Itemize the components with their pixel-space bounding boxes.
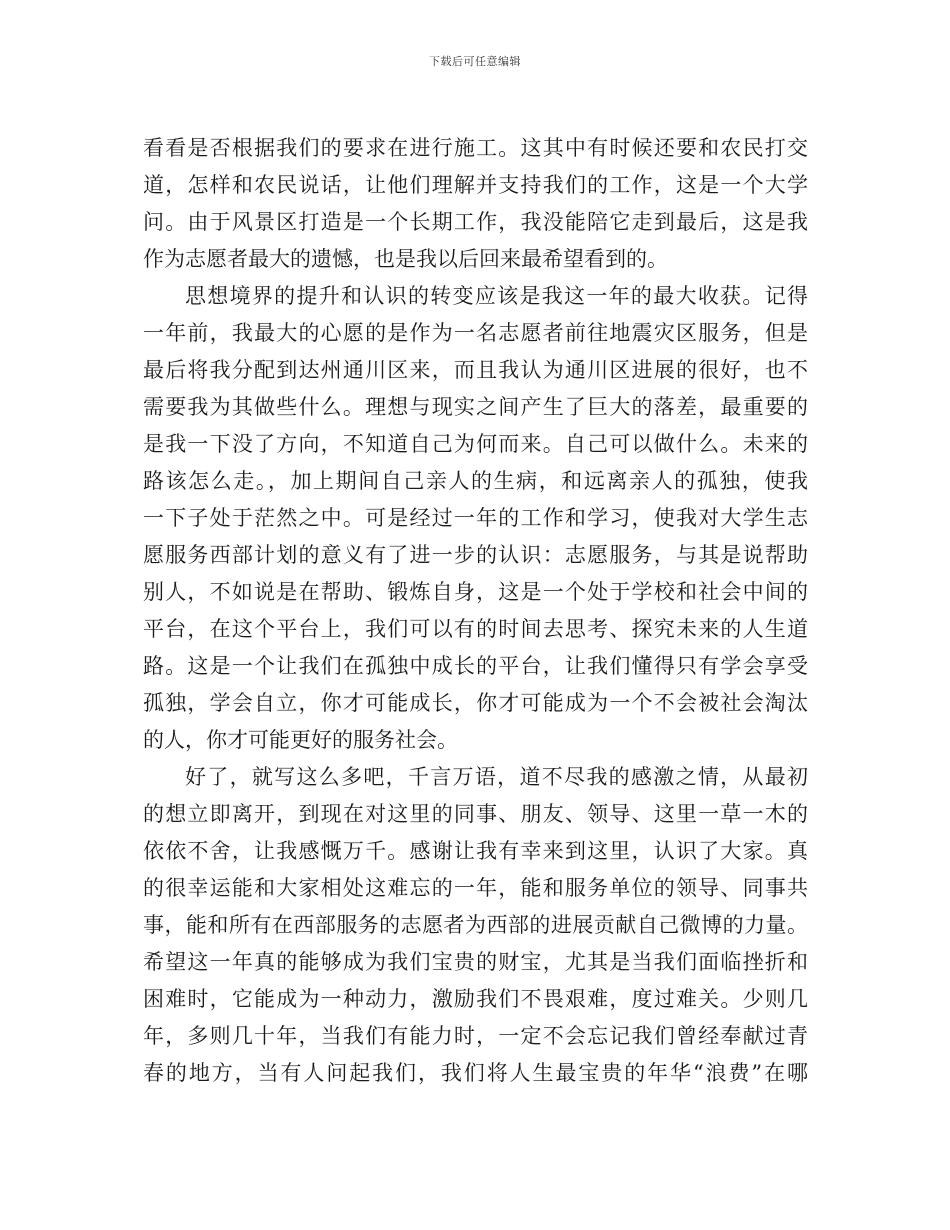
text-line: 一下子处于茫然之中。可是经过一年的工作和学习，使我对大学生志 (143, 506, 808, 530)
text-line: 事，能和所有在西部服务的志愿者为西部的进展贡献自己微博的力量。 (143, 913, 808, 937)
text-line: 春的地方，当有人问起我们，我们将人生最宝贵的年华“浪费”在哪 (143, 1061, 808, 1085)
text-line: 的人，你才可能更好的服务社会。 (143, 728, 458, 752)
text-line: 道，怎样和农民说话，让他们理解并支持我们的工作，这是一个大学 (143, 173, 808, 197)
paragraph-1 (143, 130, 808, 278)
text-line: 依依不舍，让我感慨万千。感谢让我有幸来到这里，认识了大家。真 (143, 839, 808, 863)
text-line: 希望这一年真的能够成为我们宝贵的财宝，尤其是当我们面临挫折和 (143, 950, 808, 974)
text-line: 的很幸运能和大家相处这难忘的一年，能和服务单位的领导、同事共 (143, 876, 808, 900)
text-line: 孤独，学会自立，你才可能成长，你才可能成为一个不会被社会淘汰 (143, 691, 808, 715)
document-body (143, 130, 808, 1092)
page-header: 下载后可任意编辑 (429, 55, 521, 68)
text-line: 别人，不如说是在帮助、锻炼自身，这是一个处于学校和社会中间的 (143, 580, 808, 604)
text-line: 年，多则几十年，当我们有能力时，一定不会忘记我们曾经奉献过青 (143, 1024, 808, 1048)
text-line: 作为志愿者最大的遗憾，也是我以后回来最希望看到的。 (143, 247, 668, 271)
text-line: 路该怎么走。，加上期间自己亲人的生病，和远离亲人的孤独，使我 (143, 469, 808, 493)
text-line: 好了，就写这么多吧，千言万语，道不尽我的感激之情，从最初 (185, 765, 808, 789)
text-line: 看看是否根据我们的要求在进行施工。这其中有时候还要和农民打交 (143, 136, 808, 160)
text-line: 是我一下没了方向，不知道自己为何而来。自己可以做什么。未来的 (143, 432, 808, 456)
paragraph-2 (143, 278, 808, 759)
text-line: 问。由于风景区打造是一个长期工作，我没能陪它走到最后，这是我 (143, 210, 808, 234)
text-line: 的想立即离开，到现在对这里的同事、朋友、领导、这里一草一木的 (143, 802, 808, 826)
paragraph-3 (143, 759, 808, 1092)
text-line: 困难时，它能成为一种动力，激励我们不畏艰难，度过难关。少则几 (143, 987, 808, 1011)
text-line: 一年前，我最大的心愿的是作为一名志愿者前往地震灾区服务，但是 (143, 321, 808, 345)
text-line: 思想境界的提升和认识的转变应该是我这一年的最大收获。记得 (185, 284, 808, 308)
text-line: 平台，在这个平台上，我们可以有的时间去思考、探究未来的人生道 (143, 617, 808, 641)
text-line: 愿服务西部计划的意义有了进一步的认识：志愿服务，与其是说帮助 (143, 543, 808, 567)
text-line: 最后将我分配到达州通川区来，而且我认为通川区进展的很好，也不 (143, 358, 808, 382)
text-line: 路。这是一个让我们在孤独中成长的平台，让我们懂得只有学会享受 (143, 654, 808, 678)
text-line: 需要我为其做些什么。理想与现实之间产生了巨大的落差，最重要的 (143, 395, 808, 419)
